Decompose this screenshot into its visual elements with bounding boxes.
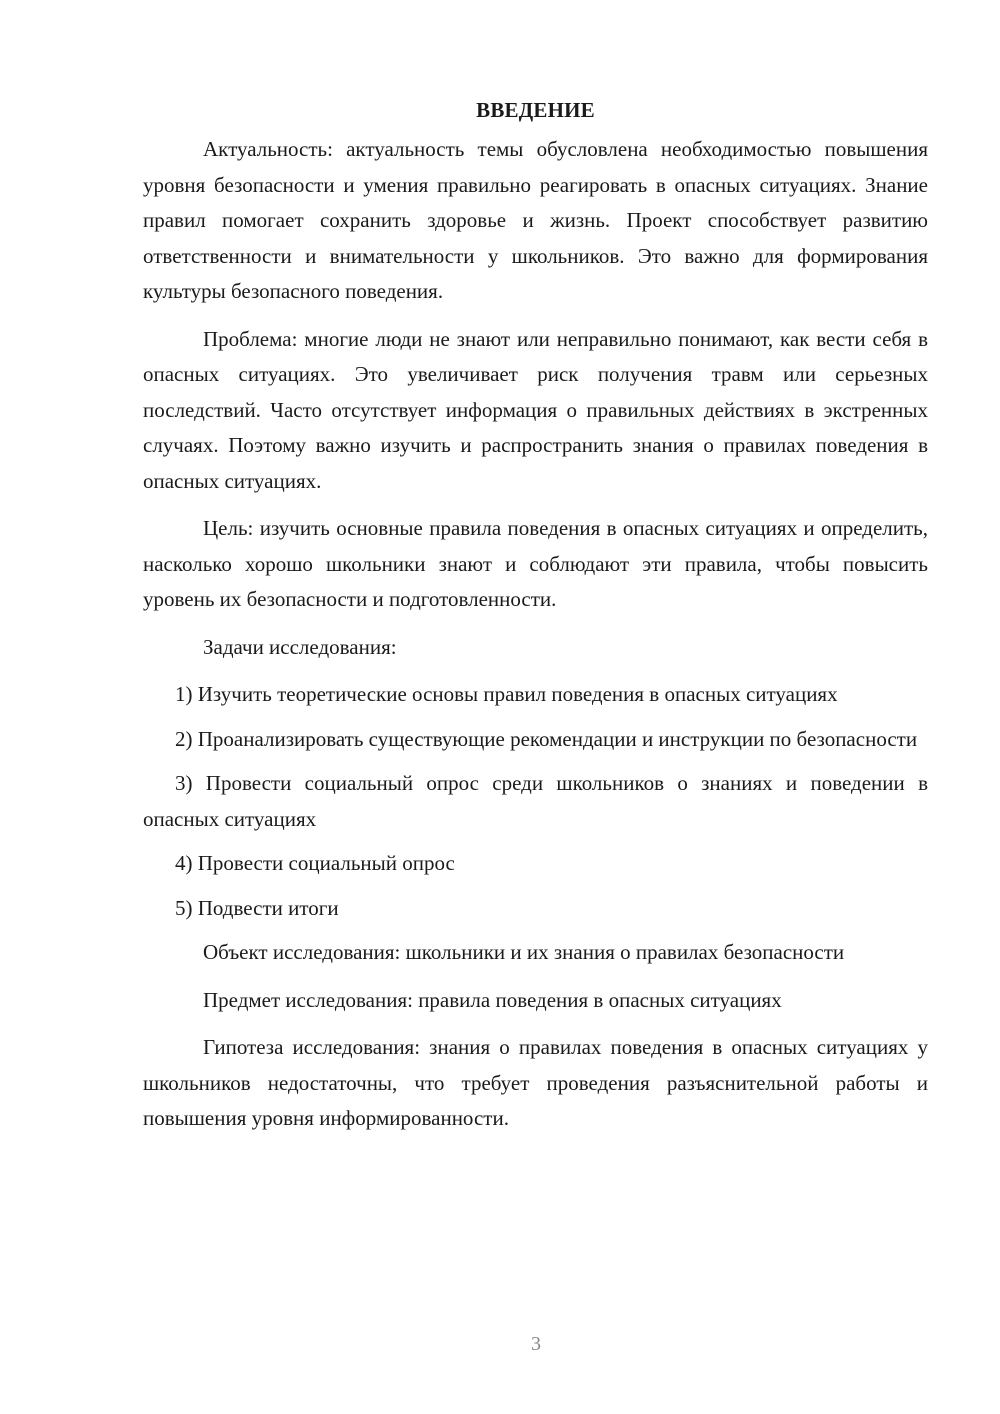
task-item-2: 2) Проанализировать существующие рекомендации и инструкции по безопасности [175, 726, 918, 751]
research-object-paragraph: Объект исследования: школьники и их знания о правилах безопасности [203, 940, 845, 964]
task-item-5: 5) Подвести итоги [175, 895, 339, 920]
task-item-4: 4) Провести социальный опрос [175, 851, 455, 875]
problem-paragraph: Проблема: многие люди не знают или неправильно понимают, как вести себя в опасных ситуациях. Это увеличивает риск получения травм или серьезных последствий. Часто отсутствует информация о правильных действиях в экстренных случаях. Поэтому важно изучить и распространить знания о правилах поведения в опасных ситуациях. [143, 326, 928, 493]
research-subject-paragraph: Предмет исследования: правила поведения в опасных ситуациях [203, 987, 782, 1012]
section-title: ВВЕДЕНИЕ [476, 98, 595, 122]
page-content [143, 96, 928, 1149]
page-number: 3 [531, 1333, 541, 1355]
task-item-3: 3) Провести социальный опрос среди школьников о знаниях и поведении в опасных ситуациях [143, 771, 928, 831]
relevance-paragraph: Актуальность: актуальность темы обусловлена необходимостью повышения уровня безопасности и умения правильно реагировать в опасных ситуациях. Знание правил помогает сохранить здоровье и жизнь. Проект способствует развитию ответственности и внимательности у школьников. Это важно для формирования культуры безопасного поведения. [143, 137, 928, 303]
hypothesis-paragraph: Гипотеза исследования: знания о правилах поведения в опасных ситуациях у школьников недостаточны, что требует проведения разъяснительной работы и повышения уровня информированности. [143, 1035, 928, 1130]
tasks-heading: Задачи исследования: [203, 634, 397, 659]
task-item-1: 1) Изучить теоретические основы правил поведения в опасных ситуациях [175, 682, 838, 706]
goal-paragraph: Цель: изучить основные правила поведения в опасных ситуациях и определить, насколько хорошо школьники знают и соблюдают эти правила, чтобы повысить уровень их безопасности и подготовленности. [143, 516, 928, 611]
